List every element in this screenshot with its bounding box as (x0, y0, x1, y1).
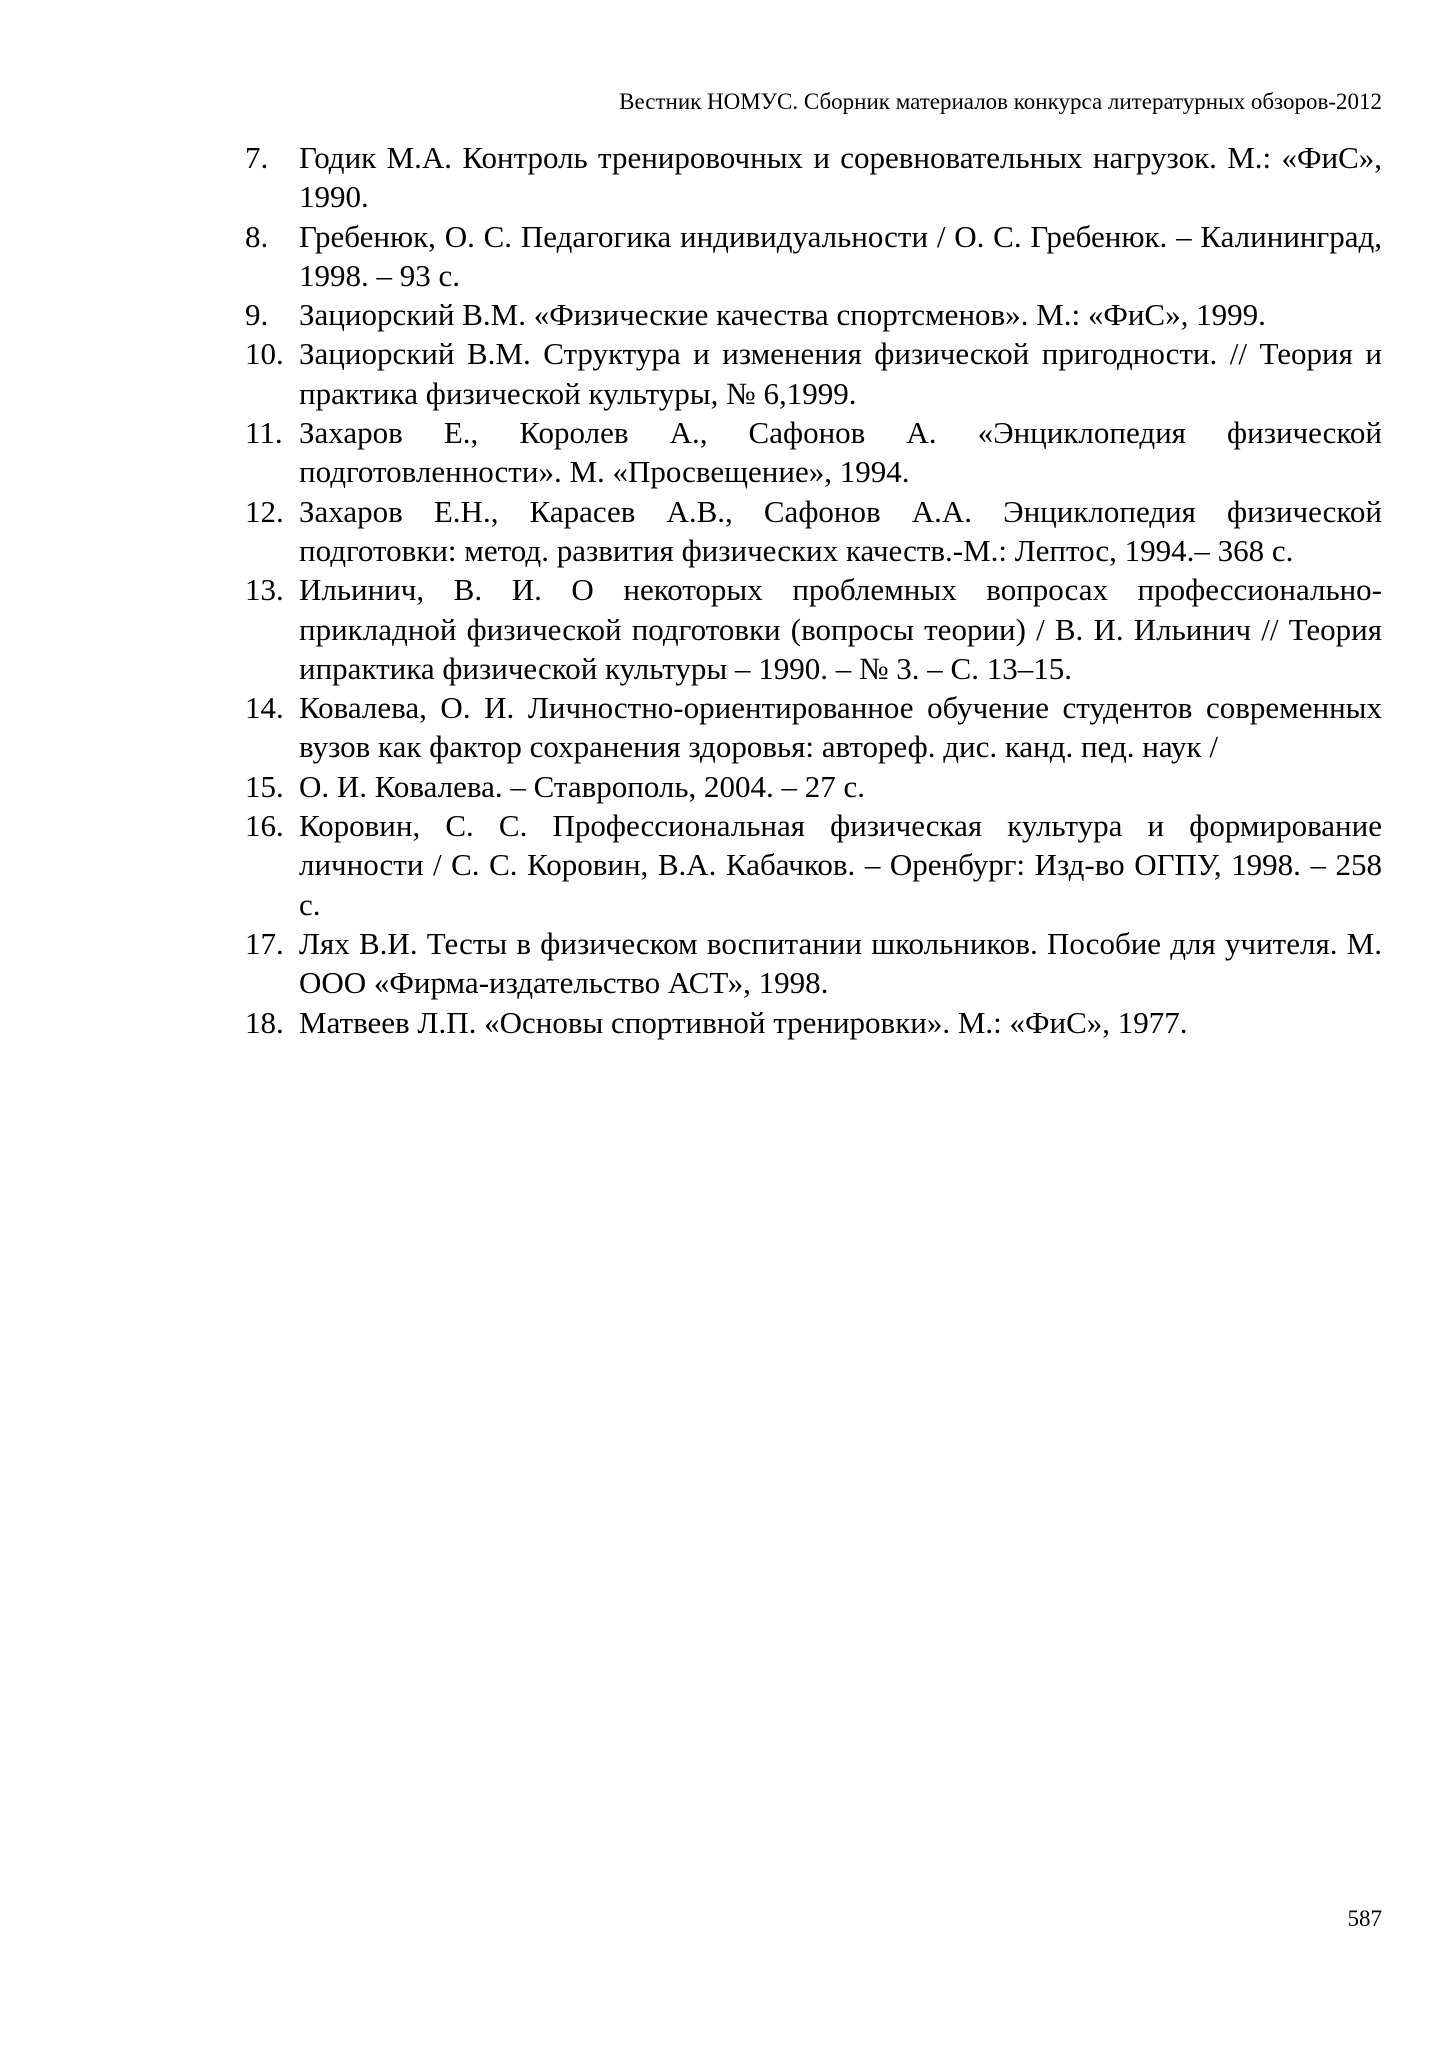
page-number: 587 (1347, 1906, 1382, 1931)
reference-number: 12. (245, 493, 284, 529)
running-header: Вестник НОМУС. Сборник материалов конкурса литературных обзоров-2012 (619, 89, 1382, 114)
reference-item (245, 1003, 1382, 1042)
reference-number: 16. (245, 808, 284, 844)
reference-item (245, 295, 1382, 334)
reference-number: 9. (245, 297, 269, 333)
reference-item (245, 767, 1382, 806)
reference-text: Коровин, С. С. Профессиональная физическая культура и формирование личности / С. С. Коровин, В.А. Кабачков. – Оренбург: Изд-во ОГПУ, 1998. – 258 с. (299, 808, 1382, 922)
reference-number: 14. (245, 690, 284, 726)
reference-text: Зациорский В.М. Структура и изменения физической пригодности. // Теория и практика физической культуры, № 6,1999. (299, 336, 1382, 411)
reference-text: Зациорский В.М. «Физические качества спортсменов». М.: «ФиС», 1999. (299, 297, 1266, 333)
reference-number: 7. (245, 140, 269, 175)
reference-item (245, 806, 1382, 924)
reference-text: Захаров Е.Н., Карасев А.В., Сафонов А.А. Энциклопедия физической подготовки: метод. развития физических качеств.-М.: Лептос, 1994.– 368 с. (299, 493, 1382, 568)
reference-text: О. И. Ковалева. – Ставрополь, 2004. – 27 с. (299, 768, 866, 804)
reference-number: 10. (245, 336, 284, 372)
reference-item (245, 924, 1382, 1003)
reference-number: 13. (245, 572, 284, 608)
reference-text: Захаров Е., Королев А., Сафонов А. «Энциклопедия физической подготовленности». М. «Просвещение», 1994. (299, 415, 1382, 490)
reference-number: 15. (245, 768, 284, 804)
reference-text: Ильинич, В. И. О некоторых проблемных вопросах профессионально-прикладной физической подготовки (вопросы теории) / В. И. Ильинич // Теория ипрактика физической культуры – 1990. – № 3. – С. 13–15. (299, 572, 1382, 686)
reference-item (245, 138, 1382, 217)
reference-number: 11. (245, 415, 283, 451)
reference-text: Лях В.И. Тесты в физическом воспитании школьников. Пособие для учителя. М. ООО «Фирма-издательство АСТ», 1998. (299, 925, 1382, 1001)
reference-item (245, 570, 1382, 688)
reference-text: Гребенюк, О. С. Педагогика индивидуальности / О. С. Гребенюк. – Калининград, 1998. – 93 с. (299, 218, 1382, 293)
reference-item (245, 334, 1382, 413)
reference-item (245, 413, 1382, 492)
reference-text: Годик М.А. Контроль тренировочных и соревновательных нагрузок. М.: «ФиС», 1990. (299, 140, 1382, 215)
reference-list (245, 138, 1382, 1042)
reference-item (245, 217, 1382, 296)
reference-number: 18. (245, 1004, 284, 1040)
reference-item (245, 492, 1382, 571)
reference-number: 17. (245, 925, 284, 961)
reference-text: Матвеев Л.П. «Основы спортивной тренировки». М.: «ФиС», 1977. (299, 1004, 1188, 1040)
reference-item (245, 688, 1382, 767)
reference-text: Ковалева, О. И. Личностно-ориентированное обучение студентов современных вузов как фактор сохранения здоровья: автореф. дис. канд. пед. наук / (299, 690, 1382, 765)
reference-number: 8. (245, 218, 269, 254)
